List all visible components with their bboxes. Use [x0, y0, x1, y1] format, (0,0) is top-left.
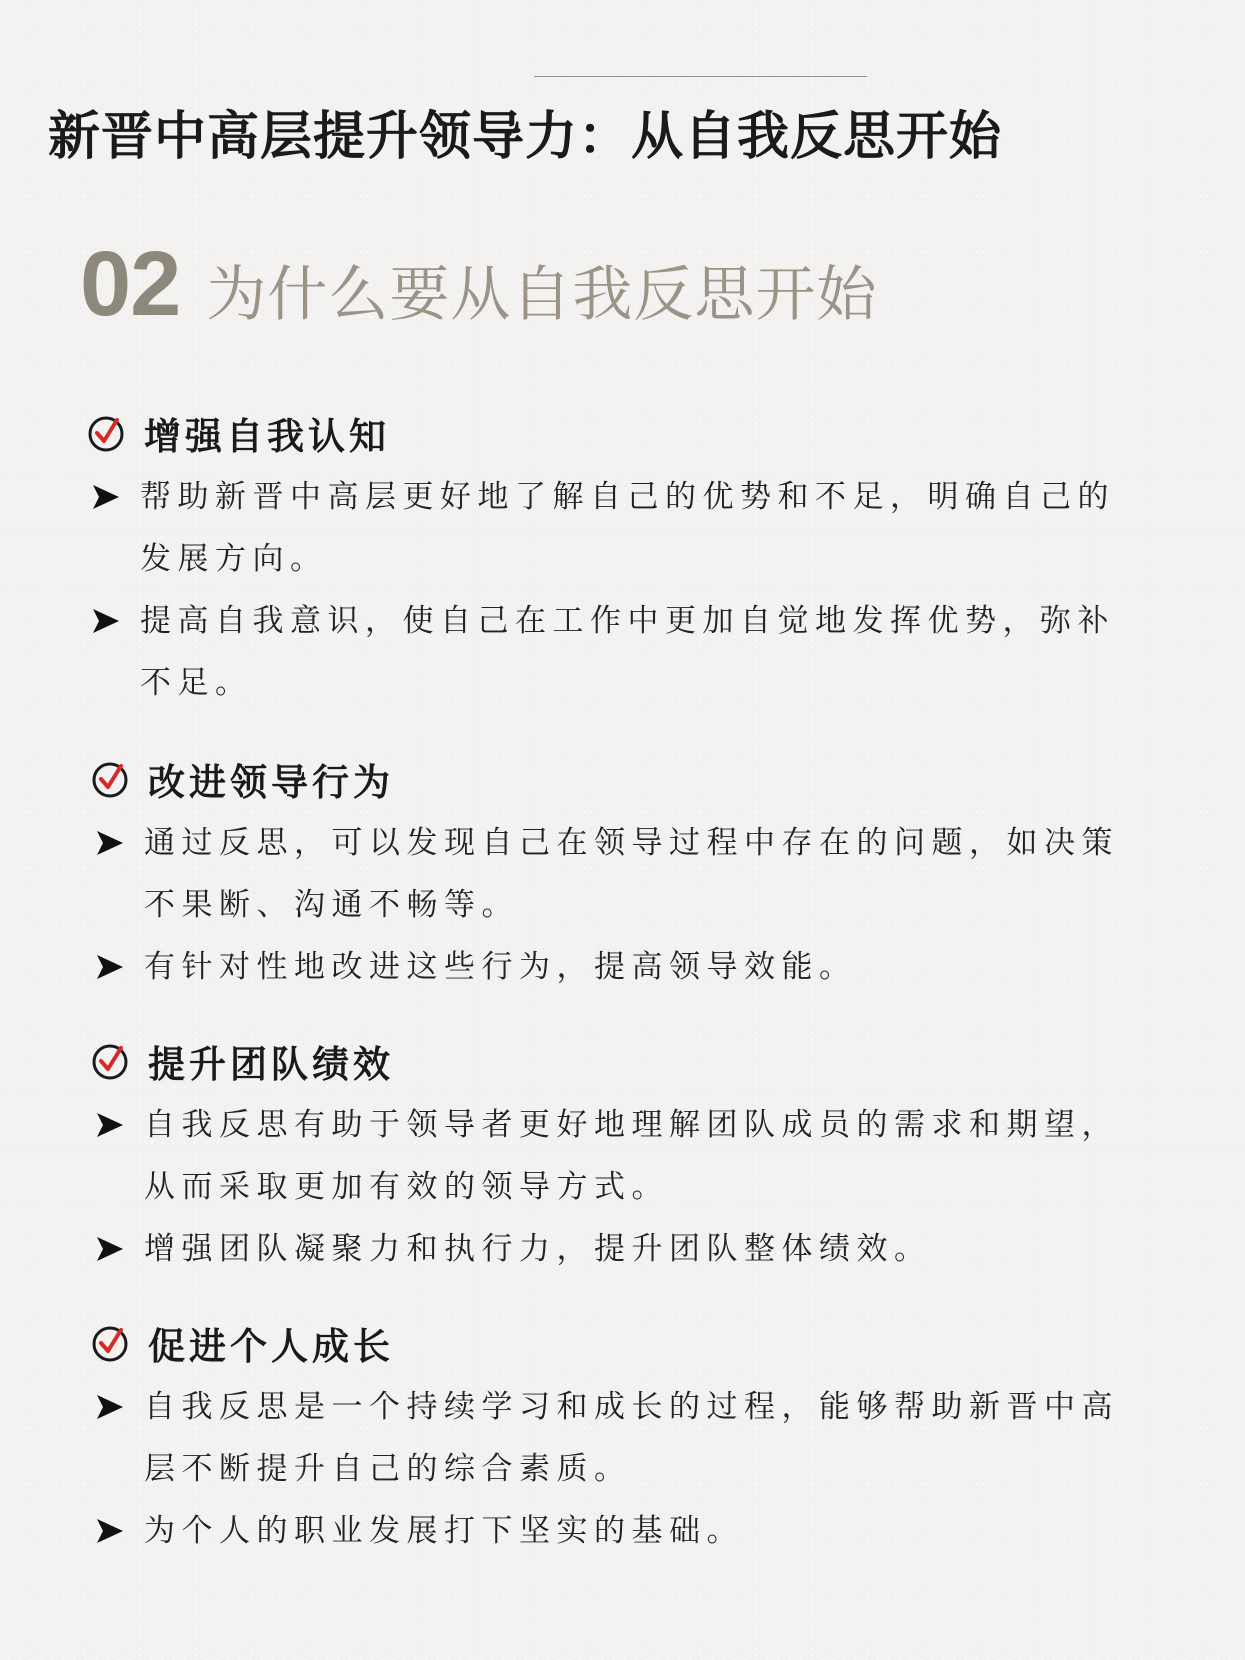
block-title: 提升团队绩效 [148, 1043, 394, 1086]
list-item-text: 为个人的职业发展打下坚实的基础。 [144, 1513, 744, 1549]
block-heading [90, 1316, 394, 1370]
block-heading [90, 1034, 394, 1088]
section-heading [80, 232, 877, 337]
check-circle-icon [90, 1323, 130, 1363]
arrow-bullet-icon [96, 1236, 124, 1262]
list-item-text: 自我反思有助于领导者更好地理解团队成员的需求和期望，从而采取更加有效的领导方式。 [144, 1107, 1119, 1205]
check-circle-icon [90, 1041, 130, 1081]
list-item [96, 1512, 1124, 1562]
block-heading [86, 406, 390, 460]
block-heading [90, 752, 394, 806]
list-item-text: 自我反思是一个持续学习和成长的过程，能够帮助新晋中高层不断提升自己的综合素质。 [144, 1389, 1119, 1487]
list-item-text: 有针对性地改进这些行为，提高领导效能。 [144, 949, 857, 985]
list-item [96, 824, 1124, 936]
block-title: 改进领导行为 [148, 761, 394, 804]
arrow-bullet-icon [92, 484, 120, 510]
arrow-bullet-icon [96, 830, 124, 856]
list-item-text: 通过反思，可以发现自己在领导过程中存在的问题，如决策不果断、沟通不畅等。 [144, 825, 1119, 923]
list-item-text: 提高自我意识，使自己在工作中更加自觉地发挥优势，弥补不足。 [140, 603, 1115, 701]
section-number: 02 [80, 233, 181, 335]
top-divider [534, 76, 867, 77]
arrow-bullet-icon [96, 1112, 124, 1138]
block-title: 促进个人成长 [148, 1325, 394, 1368]
check-circle-icon [86, 413, 126, 453]
list-item [92, 478, 1120, 590]
arrow-bullet-icon [92, 608, 120, 634]
arrow-bullet-icon [96, 1394, 124, 1420]
page-title: 新晋中高层提升领导力：从自我反思开始 [48, 107, 1003, 167]
list-item [92, 602, 1120, 714]
list-item-text: 帮助新晋中高层更好地了解自己的优势和不足，明确自己的发展方向。 [140, 479, 1115, 577]
arrow-bullet-icon [96, 1518, 124, 1544]
arrow-bullet-icon [96, 954, 124, 980]
list-item [96, 948, 1124, 998]
list-item [96, 1106, 1124, 1218]
list-item [96, 1230, 1124, 1280]
section-title: 为什么要从自我反思开始 [206, 260, 878, 330]
block-title: 增强自我认知 [144, 415, 390, 458]
list-item [96, 1388, 1124, 1500]
check-circle-icon [90, 759, 130, 799]
list-item-text: 增强团队凝聚力和执行力，提升团队整体绩效。 [144, 1231, 932, 1267]
